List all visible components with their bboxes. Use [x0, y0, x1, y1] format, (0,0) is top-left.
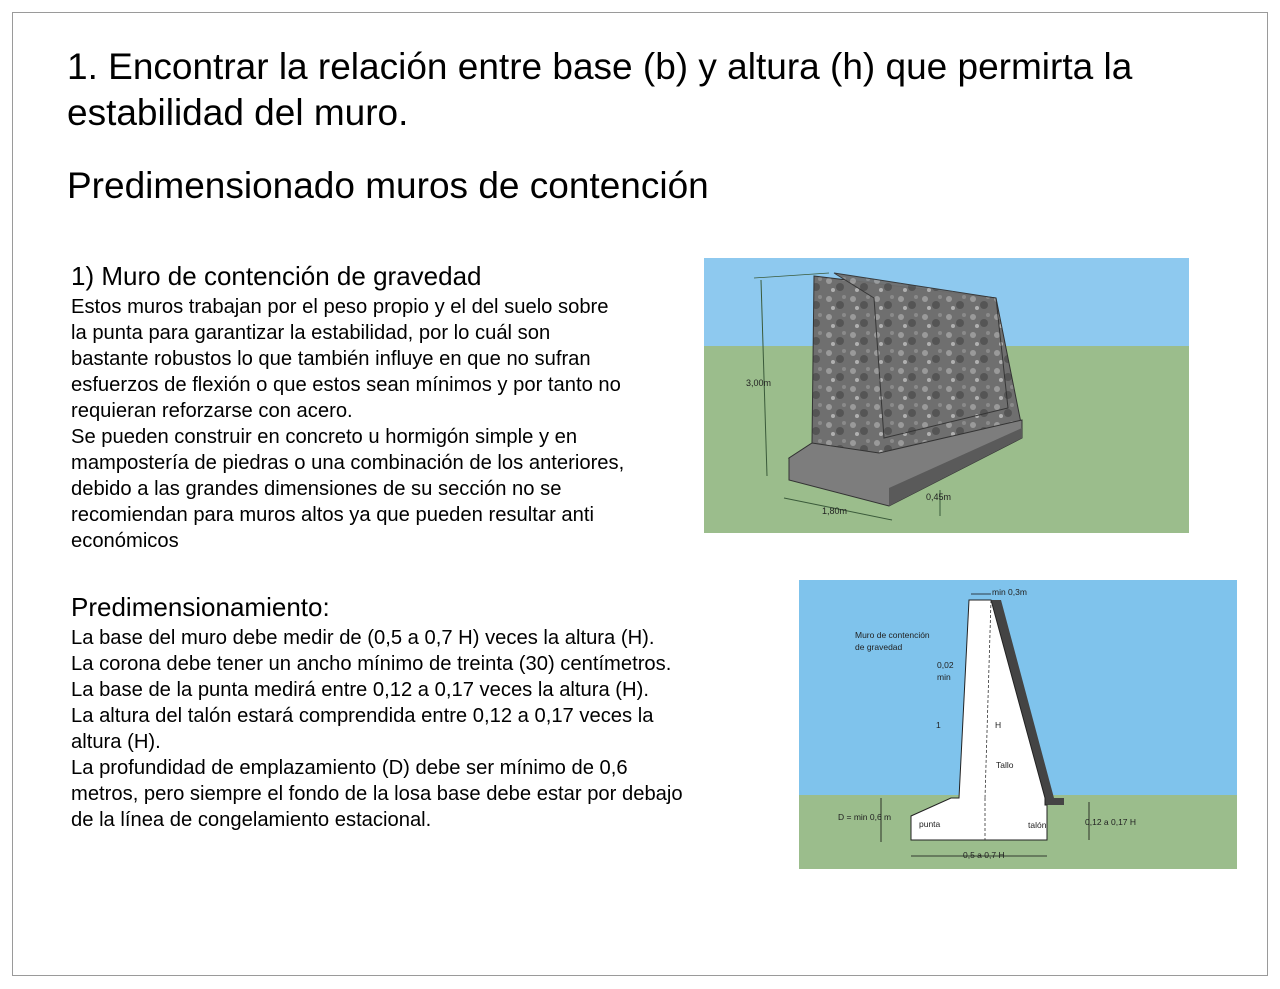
- text-line: metros, pero siempre el fondo de la losa base debe estar por debajo: [71, 783, 683, 805]
- section-heading-predimensioning: Predimensionamiento:: [71, 592, 330, 622]
- dimension-footing-label: 0,45m: [926, 492, 952, 502]
- text-line: La base del muro debe medir de (0,5 a 0,7 H) veces la altura (H).: [71, 627, 655, 649]
- text-line: recomiendan para muros altos ya que pueden resultar anti: [71, 504, 594, 526]
- crown-width-label: min 0,3m: [992, 587, 1027, 597]
- text-line: La base de la punta medirá entre 0,12 a 0,17 veces la altura (H).: [71, 679, 649, 701]
- text-line: La altura del talón estará comprendida entre 0,12 a 0,17 veces la: [71, 705, 654, 727]
- gravity-wall-description: [71, 294, 624, 554]
- toe-label: punta: [919, 819, 941, 829]
- height-label: H: [995, 720, 1002, 730]
- dimension-height-label: 3,00m: [746, 378, 772, 388]
- heel-label: talón: [1028, 820, 1047, 830]
- text-line: La corona debe tener un ancho mínimo de treinta (30) centímetros.: [71, 653, 672, 675]
- text-line: Estos muros trabajan por el peso propio y el del suelo sobre: [71, 296, 609, 318]
- text-line: bastante robustos lo que también influye en que no sufran: [71, 348, 591, 370]
- page-title: 1. Encontrar la relación entre base (b) y altura (h) que permirta la estabilidad del muro.: [67, 46, 1133, 133]
- text-line: Se pueden construir en concreto u hormigón simple y en: [71, 426, 578, 448]
- text-line: económicos: [71, 530, 179, 552]
- text-line: de la línea de congelamiento estacional.: [71, 809, 432, 831]
- predimensioning-rules: [71, 625, 683, 833]
- dimension-base-label: 1,80m: [822, 506, 848, 516]
- text-line: esfuerzos de flexión o que estos sean mínimos y por tanto no: [71, 374, 621, 396]
- batter-label-2: min: [937, 672, 951, 682]
- text-line: mampostería de piedras o una combinación de los anteriores,: [71, 452, 625, 474]
- batter-label-1: 0,02: [937, 660, 954, 670]
- gravity-wall-section-diagram: [799, 580, 1237, 869]
- text-line: La profundidad de emplazamiento (D) debe ser mínimo de 0,6: [71, 757, 628, 779]
- text-line: la punta para garantizar la estabilidad, por lo cuál son: [71, 322, 551, 344]
- wall-type-label-1: Muro de contención: [855, 630, 930, 640]
- base-width-label: 0,5 a 0,7 H: [963, 850, 1005, 860]
- text-line: debido a las grandes dimensiones de su sección no se: [71, 478, 562, 500]
- stem-label: Tallo: [996, 760, 1014, 770]
- text-line: requieran reforzarse con acero.: [71, 400, 353, 422]
- page-subtitle: Predimensionado muros de contención: [67, 165, 709, 206]
- heel-height-label: 0,12 a 0,17 H: [1085, 817, 1137, 827]
- text-line: altura (H).: [71, 731, 161, 753]
- batter-label-3: 1: [936, 720, 941, 730]
- section-heading-gravity-wall: 1) Muro de contención de gravedad: [71, 261, 482, 291]
- wall-type-label-2: de gravedad: [855, 642, 903, 652]
- gravity-wall-3d-figure: [704, 258, 1189, 533]
- depth-label: D = min 0,6 m: [838, 812, 892, 822]
